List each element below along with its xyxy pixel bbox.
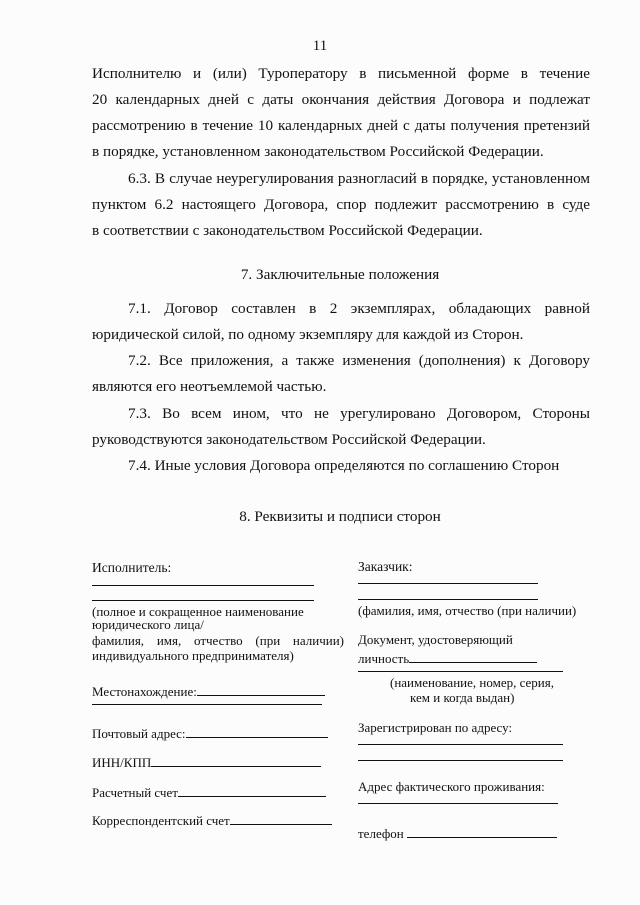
text-line: в соответствии с законодательством Российской Федерации. bbox=[92, 222, 483, 239]
executor-name-caption: индивидуального предпринимателя) bbox=[92, 648, 294, 663]
phone-field[interactable] bbox=[407, 823, 557, 838]
location-field[interactable] bbox=[197, 681, 325, 696]
executor-name-caption: юридического лица/ bbox=[92, 617, 204, 632]
text-line: Исполнителю и (или) Туроператору в письменной форме в течение bbox=[92, 65, 590, 82]
document-caption: (наименование, номер, серия, bbox=[390, 675, 554, 690]
registered-field[interactable] bbox=[358, 744, 563, 745]
continued-paragraph bbox=[92, 61, 590, 165]
signature-line bbox=[92, 585, 314, 586]
document-label: Документ, удостоверяющий bbox=[358, 632, 513, 647]
clause-7-1 bbox=[92, 296, 590, 348]
account-label bbox=[92, 782, 326, 801]
customer-label: Заказчик: bbox=[358, 559, 413, 574]
signature-line bbox=[92, 600, 314, 601]
registered-label: Зарегистрирован по адресу: bbox=[358, 720, 513, 735]
postal-text: Почтовый адрес: bbox=[92, 726, 186, 741]
executor-label: Исполнитель: bbox=[92, 560, 172, 575]
section-7-title: 7. Заключительные положения bbox=[240, 266, 440, 283]
corr-account-label bbox=[92, 810, 332, 829]
location-text: Местонахождение: bbox=[92, 684, 197, 699]
account-field[interactable] bbox=[178, 782, 326, 797]
text-line: являются его неотъемлемой частью. bbox=[92, 378, 327, 395]
executor-name-caption: фамилия, имя, отчество (при наличии) bbox=[92, 633, 344, 648]
text-line: 7.1. Договор составлен в 2 экземплярах, обладающих равной bbox=[128, 300, 590, 317]
executor-name-caption: (полное и сокращенное наименование bbox=[92, 604, 304, 619]
text-line: 6.3. В случае неурегулирования разногласий в порядке, установленном bbox=[128, 170, 590, 187]
clause-7-3 bbox=[92, 401, 590, 453]
document-caption: кем и когда выдан) bbox=[410, 690, 515, 705]
inn-field[interactable] bbox=[151, 752, 321, 767]
text-line: руководствуются законодательством Российской Федерации. bbox=[92, 431, 486, 448]
text-line: 7.3. Во всем ином, что не урегулировано Договором, Стороны bbox=[128, 405, 590, 422]
text-line: 20 календарных дней с даты окончания действия Договора и подлежат bbox=[92, 91, 590, 108]
phone-text: телефон bbox=[358, 826, 404, 841]
document-text: личность bbox=[358, 651, 410, 666]
page-number: 11 bbox=[312, 38, 328, 54]
location-label bbox=[92, 681, 325, 700]
signature-line bbox=[358, 583, 538, 584]
account-text: Расчетный счет bbox=[92, 785, 178, 800]
document-field-2[interactable] bbox=[358, 671, 563, 672]
phone-label bbox=[358, 823, 557, 842]
text-line: рассмотрению в течение 10 календарных дней с даты получения претензий bbox=[92, 117, 590, 134]
inn-text: ИНН/КПП bbox=[92, 755, 152, 770]
signature-line bbox=[358, 599, 538, 600]
registered-field-2[interactable] bbox=[358, 760, 563, 761]
document-field[interactable] bbox=[409, 648, 537, 663]
corr-account-field[interactable] bbox=[230, 810, 332, 825]
section-8-title: 8. Реквизиты и подписи сторон bbox=[239, 508, 441, 525]
clause-7-2 bbox=[92, 348, 590, 400]
actual-address-field[interactable] bbox=[358, 803, 558, 804]
document-label-2 bbox=[358, 648, 537, 667]
text-line: пунктом 6.2 настоящего Договора, спор подлежит рассмотрению в суде bbox=[92, 196, 590, 213]
postal-label bbox=[92, 723, 328, 742]
clause-7-4 bbox=[92, 453, 590, 479]
actual-address-label: Адрес фактического проживания: bbox=[358, 779, 545, 794]
text-line: в порядке, установленном законодательством Российской Федерации. bbox=[92, 143, 544, 160]
inn-label bbox=[92, 752, 321, 771]
text-line: юридической силой, по одному экземпляру для каждой из Сторон. bbox=[92, 326, 524, 343]
text-line: 7.2. Все приложения, а также изменения (дополнения) к Договору bbox=[128, 352, 590, 369]
postal-field[interactable] bbox=[186, 723, 328, 738]
location-field-2[interactable] bbox=[92, 704, 322, 705]
customer-name-caption: (фамилия, имя, отчество (при наличии) bbox=[358, 603, 577, 618]
clause-6-3 bbox=[92, 166, 590, 244]
text-line: 7.4. Иные условия Договора определяются по соглашению Сторон bbox=[128, 457, 560, 474]
corr-account-text: Корреспондентский счет bbox=[92, 813, 230, 828]
